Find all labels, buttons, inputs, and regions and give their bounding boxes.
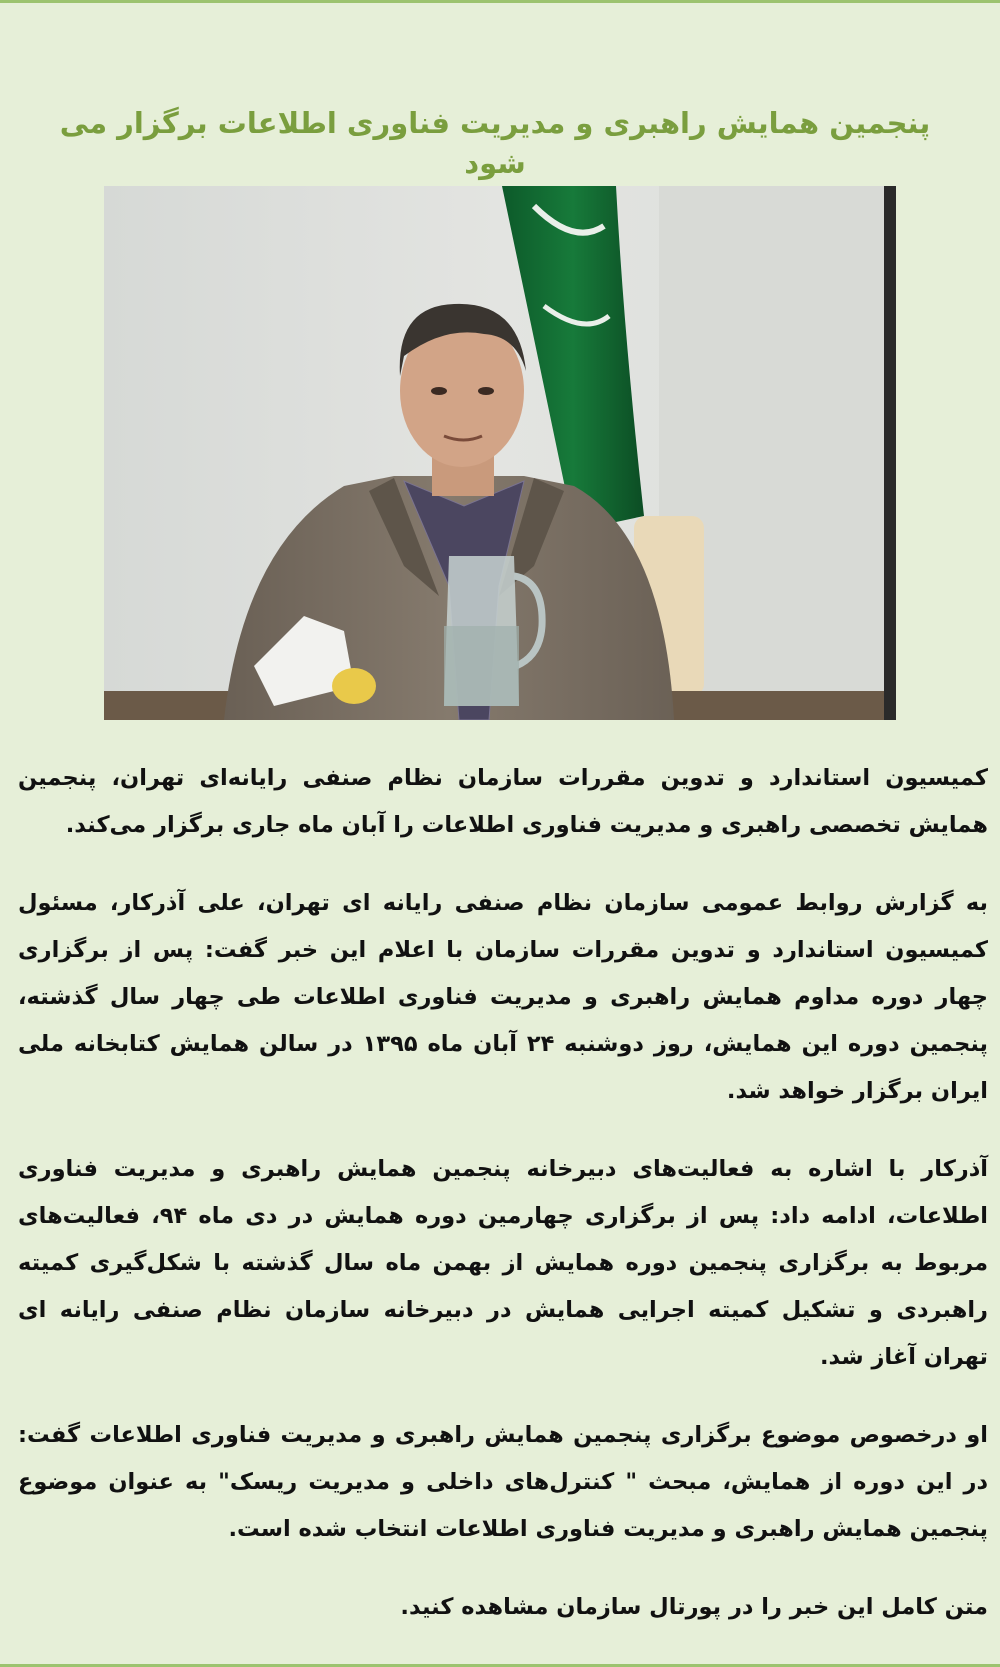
article-body — [18, 755, 988, 1662]
paragraph-topic: او درخصوص موضوع برگزاری پنجمین همایش راهبری و مدیریت فناوری اطلاعات گفت: در این دوره از همایش، مبحث " کنترل‌های داخلی و مدیریت ریسک" به عنوان موضوع پنجمین همایش راهبری و مدیریت فناوری اطلاعات انتخاب شده است. — [18, 1422, 988, 1542]
paragraph-intro: کمیسیون استاندارد و تدوین مقررات سازمان نظام صنفی رایانه‌ای تهران، پنجمین همایش تخصصی راهبری و مدیریت فناوری اطلاعات را آبان ماه جاری برگزار می‌کند. — [18, 765, 988, 838]
portrait-photo-icon — [104, 186, 896, 720]
article-photo — [104, 186, 896, 720]
paragraph-portal-note: متن کامل این خبر را در پورتال سازمان مشاهده کنید. — [400, 1594, 988, 1620]
paragraph-report: به گزارش روابط عمومی سازمان نظام صنفی رایانه ای تهران، علی آذرکار، مسئول کمیسیون استاندارد و تدوین مقررات سازمان با اعلام این خبر گفت: پس از برگزاری چهار دوره مداوم همایش راهبری و مدیریت فناوری اطلاعات طی چهار سال گذشته، پنجمین دوره این همایش، روز دوشنبه ۲۴ آبان ماه ۱۳۹۵ در سالن همایش کتابخانه ملی ایران برگزار خواهد شد. — [18, 890, 988, 1104]
article-title: پنجمین همایش راهبری و مدیریت فناوری اطلاعات برگزار می شود — [59, 106, 931, 180]
paragraph-secretariat: آذرکار با اشاره به فعالیت‌های دبیرخانه پنجمین همایش راهبری و مدیریت فناوری اطلاعات، ادامه داد: پس از برگزاری چهارمین دوره همایش در دی ماه ۹۴، فعالیت‌های مربوط به برگزاری پنجمین دوره همایش از بهمن ماه سال گذشته با شکل‌گیری کمیته راهبردی و تشکیل کمیته اجرایی همایش در دبیرخانه سازمان نظام صنفی رایانه ای تهران آغاز شد. — [18, 1156, 988, 1370]
